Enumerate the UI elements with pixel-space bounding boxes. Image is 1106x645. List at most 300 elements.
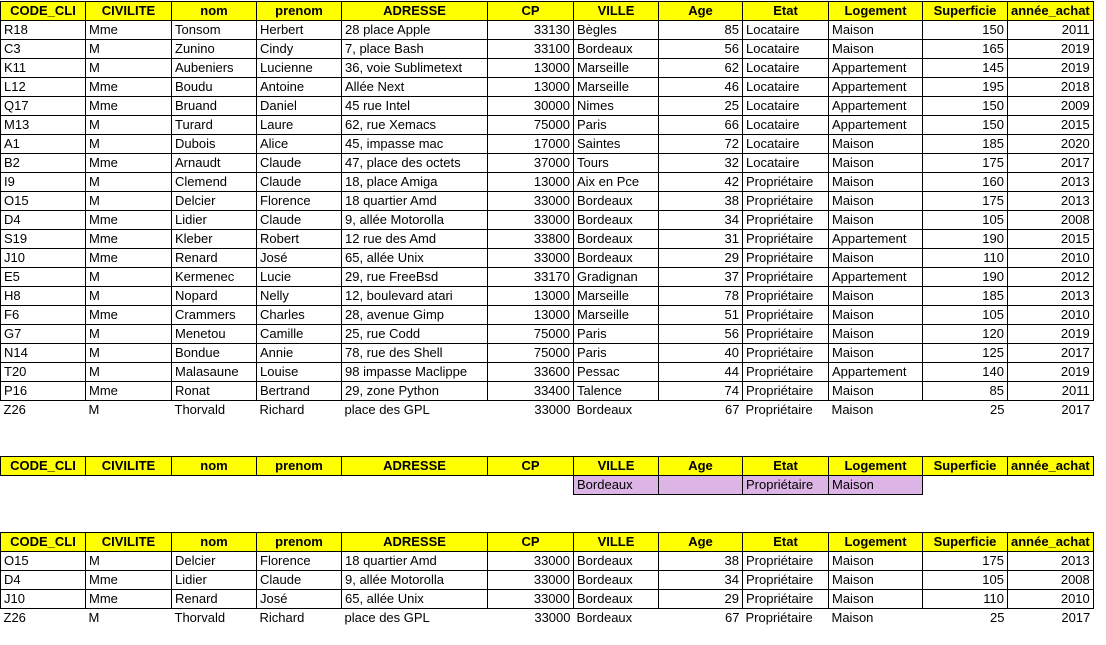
- data-cell[interactable]: K11: [1, 59, 86, 78]
- data-cell[interactable]: M: [88, 402, 100, 417]
- result-cell[interactable]: 175: [923, 552, 1008, 571]
- criteria-cell[interactable]: [1008, 476, 1094, 495]
- data-cell[interactable]: Bondue: [172, 344, 257, 363]
- data-cell[interactable]: 105: [923, 211, 1008, 230]
- result-cell[interactable]: D4: [1, 571, 86, 590]
- data-header-cell[interactable]: CODE_CLI: [1, 2, 86, 21]
- data-cell[interactable]: 13000: [488, 59, 574, 78]
- data-cell[interactable]: F6: [1, 306, 86, 325]
- data-cell[interactable]: Bègles: [574, 21, 659, 40]
- data-cell[interactable]: 45, impasse mac: [342, 135, 488, 154]
- data-cell[interactable]: Kleber: [172, 230, 257, 249]
- data-cell[interactable]: Propriétaire: [743, 173, 829, 192]
- result-cell[interactable]: Z26: [3, 610, 26, 625]
- data-cell[interactable]: Locataire: [743, 21, 829, 40]
- data-cell[interactable]: Mme: [86, 78, 172, 97]
- result-header-cell[interactable]: prenom: [257, 533, 342, 552]
- result-cell[interactable]: Maison: [829, 590, 923, 609]
- data-cell[interactable]: 2013: [1008, 192, 1094, 211]
- data-cell[interactable]: Propriétaire: [743, 287, 829, 306]
- data-cell[interactable]: 30000: [488, 97, 574, 116]
- data-cell[interactable]: D4: [1, 211, 86, 230]
- data-cell[interactable]: 175: [923, 192, 1008, 211]
- result-cell[interactable]: José: [257, 590, 342, 609]
- data-cell[interactable]: Mme: [86, 211, 172, 230]
- data-cell[interactable]: Mme: [86, 249, 172, 268]
- data-cell[interactable]: 66: [659, 116, 743, 135]
- data-cell[interactable]: Daniel: [257, 97, 342, 116]
- data-cell[interactable]: Tonsom: [172, 21, 257, 40]
- data-cell[interactable]: 34: [659, 211, 743, 230]
- data-cell[interactable]: Mme: [86, 21, 172, 40]
- data-cell[interactable]: 150: [923, 21, 1008, 40]
- data-cell[interactable]: Q17: [1, 97, 86, 116]
- data-cell[interactable]: Aix en Pce: [574, 173, 659, 192]
- data-header-cell[interactable]: Etat: [743, 2, 829, 21]
- result-cell[interactable]: 33000: [488, 552, 574, 571]
- data-cell[interactable]: 190: [923, 230, 1008, 249]
- data-cell[interactable]: R18: [1, 21, 86, 40]
- data-cell[interactable]: Maison: [829, 287, 923, 306]
- data-cell[interactable]: Z26: [3, 402, 26, 417]
- data-cell[interactable]: 62: [659, 59, 743, 78]
- data-cell[interactable]: H8: [1, 287, 86, 306]
- result-header-cell[interactable]: Etat: [743, 533, 829, 552]
- result-cell[interactable]: Maison: [829, 571, 923, 590]
- result-cell[interactable]: 33000: [488, 590, 574, 609]
- result-cell[interactable]: Richard: [259, 610, 305, 625]
- data-cell[interactable]: M: [86, 287, 172, 306]
- result-cell[interactable]: Claude: [257, 571, 342, 590]
- data-cell[interactable]: 2020: [1008, 135, 1094, 154]
- data-cell[interactable]: Bertrand: [257, 382, 342, 401]
- data-cell[interactable]: Appartement: [829, 363, 923, 382]
- result-cell[interactable]: 2010: [1008, 590, 1094, 609]
- data-cell[interactable]: 165: [923, 40, 1008, 59]
- data-cell[interactable]: 32: [659, 154, 743, 173]
- data-cell[interactable]: 2013: [1008, 287, 1094, 306]
- result-cell[interactable]: 67: [725, 610, 740, 625]
- result-cell[interactable]: 2008: [1008, 571, 1094, 590]
- data-cell[interactable]: 85: [659, 21, 743, 40]
- criteria-header-cell[interactable]: année_achat: [1008, 457, 1094, 476]
- data-cell[interactable]: Propriétaire: [743, 230, 829, 249]
- data-cell[interactable]: Appartement: [829, 230, 923, 249]
- data-cell[interactable]: Thorvald: [174, 402, 226, 417]
- data-cell[interactable]: Ronat: [172, 382, 257, 401]
- data-cell[interactable]: Cindy: [257, 40, 342, 59]
- data-cell[interactable]: M: [86, 135, 172, 154]
- data-cell[interactable]: 185: [923, 287, 1008, 306]
- data-cell[interactable]: Marseille: [574, 78, 659, 97]
- result-cell[interactable]: Bordeaux: [576, 610, 633, 625]
- data-cell[interactable]: Appartement: [829, 78, 923, 97]
- data-cell[interactable]: 33130: [488, 21, 574, 40]
- data-cell[interactable]: Clemend: [172, 173, 257, 192]
- data-cell[interactable]: Locataire: [743, 40, 829, 59]
- result-header-cell[interactable]: CP: [488, 533, 574, 552]
- result-header-cell[interactable]: CIVILITE: [86, 533, 172, 552]
- data-cell[interactable]: 175: [923, 154, 1008, 173]
- data-cell[interactable]: 33000: [488, 192, 574, 211]
- result-header-cell[interactable]: Age: [659, 533, 743, 552]
- data-cell[interactable]: 37000: [488, 154, 574, 173]
- data-cell[interactable]: 12 rue des Amd: [342, 230, 488, 249]
- data-cell[interactable]: 2008: [1008, 211, 1094, 230]
- result-cell[interactable]: 65, allée Unix: [342, 590, 488, 609]
- data-cell[interactable]: 2010: [1008, 249, 1094, 268]
- data-cell[interactable]: Maison: [829, 249, 923, 268]
- data-header-cell[interactable]: nom: [172, 2, 257, 21]
- result-cell[interactable]: Maison: [831, 610, 874, 625]
- data-cell[interactable]: 2019: [1008, 40, 1094, 59]
- data-cell[interactable]: Propriétaire: [745, 402, 813, 417]
- result-cell[interactable]: 9, allée Motorolla: [342, 571, 488, 590]
- result-cell[interactable]: Bordeaux: [574, 590, 659, 609]
- data-cell[interactable]: 190: [923, 268, 1008, 287]
- data-cell[interactable]: M: [86, 344, 172, 363]
- data-cell[interactable]: Locataire: [743, 78, 829, 97]
- data-cell[interactable]: 28 place Apple: [342, 21, 488, 40]
- data-cell[interactable]: 9, allée Motorolla: [342, 211, 488, 230]
- data-cell[interactable]: M: [86, 192, 172, 211]
- criteria-header-cell[interactable]: Age: [659, 457, 743, 476]
- data-cell[interactable]: Allée Next: [342, 78, 488, 97]
- data-cell[interactable]: Aubeniers: [172, 59, 257, 78]
- result-cell[interactable]: Mme: [86, 590, 172, 609]
- data-cell[interactable]: 2018: [1008, 78, 1094, 97]
- data-cell[interactable]: 85: [923, 382, 1008, 401]
- data-cell[interactable]: José: [257, 249, 342, 268]
- data-cell[interactable]: Talence: [574, 382, 659, 401]
- data-header-cell[interactable]: CIVILITE: [86, 2, 172, 21]
- data-cell[interactable]: T20: [1, 363, 86, 382]
- data-cell[interactable]: 29, rue FreeBsd: [342, 268, 488, 287]
- data-cell[interactable]: Propriétaire: [743, 268, 829, 287]
- criteria-cell[interactable]: Propriétaire: [743, 476, 829, 495]
- data-cell[interactable]: 110: [923, 249, 1008, 268]
- data-cell[interactable]: Nopard: [172, 287, 257, 306]
- data-cell[interactable]: Delcier: [172, 192, 257, 211]
- data-cell[interactable]: 7, place Bash: [342, 40, 488, 59]
- data-cell[interactable]: Lucie: [257, 268, 342, 287]
- result-header-cell[interactable]: Logement: [829, 533, 923, 552]
- data-cell[interactable]: Marseille: [574, 59, 659, 78]
- data-cell[interactable]: place des GPL: [344, 402, 430, 417]
- result-cell[interactable]: Delcier: [172, 552, 257, 571]
- data-cell[interactable]: Maison: [829, 325, 923, 344]
- data-cell[interactable]: P16: [1, 382, 86, 401]
- result-cell[interactable]: M: [88, 610, 100, 625]
- data-header-cell[interactable]: prenom: [257, 2, 342, 21]
- data-cell[interactable]: Maison: [829, 154, 923, 173]
- data-cell[interactable]: O15: [1, 192, 86, 211]
- data-cell[interactable]: 42: [659, 173, 743, 192]
- result-cell[interactable]: Bordeaux: [574, 552, 659, 571]
- data-cell[interactable]: Kermenec: [172, 268, 257, 287]
- data-cell[interactable]: M: [86, 173, 172, 192]
- criteria-header-cell[interactable]: CP: [488, 457, 574, 476]
- data-cell[interactable]: Lucienne: [257, 59, 342, 78]
- criteria-header-cell[interactable]: Logement: [829, 457, 923, 476]
- data-cell[interactable]: M: [86, 268, 172, 287]
- criteria-header-cell[interactable]: ADRESSE: [342, 457, 488, 476]
- data-cell[interactable]: Paris: [574, 116, 659, 135]
- result-header-cell[interactable]: VILLE: [574, 533, 659, 552]
- criteria-cell[interactable]: [488, 476, 574, 495]
- data-cell[interactable]: Maison: [829, 211, 923, 230]
- result-cell[interactable]: J10: [1, 590, 86, 609]
- data-cell[interactable]: 25: [990, 402, 1005, 417]
- result-cell[interactable]: O15: [1, 552, 86, 571]
- data-cell[interactable]: 150: [923, 116, 1008, 135]
- data-cell[interactable]: 2011: [1008, 382, 1094, 401]
- data-header-cell[interactable]: Age: [659, 2, 743, 21]
- data-cell[interactable]: 25: [659, 97, 743, 116]
- data-cell[interactable]: 2017: [1008, 154, 1094, 173]
- data-cell[interactable]: 160: [923, 173, 1008, 192]
- data-cell[interactable]: 2013: [1008, 173, 1094, 192]
- result-cell[interactable]: 25: [990, 610, 1005, 625]
- data-cell[interactable]: 33000: [488, 211, 574, 230]
- data-cell[interactable]: 13000: [488, 287, 574, 306]
- data-cell[interactable]: Boudu: [172, 78, 257, 97]
- criteria-header-cell[interactable]: VILLE: [574, 457, 659, 476]
- result-cell[interactable]: M: [86, 552, 172, 571]
- data-cell[interactable]: 125: [923, 344, 1008, 363]
- data-cell[interactable]: 2015: [1008, 230, 1094, 249]
- data-cell[interactable]: Herbert: [257, 21, 342, 40]
- data-cell[interactable]: 78: [659, 287, 743, 306]
- criteria-header-cell[interactable]: Superficie: [923, 457, 1008, 476]
- data-cell[interactable]: S19: [1, 230, 86, 249]
- data-cell[interactable]: Propriétaire: [743, 325, 829, 344]
- data-header-cell[interactable]: ADRESSE: [342, 2, 488, 21]
- data-cell[interactable]: 56: [659, 40, 743, 59]
- data-cell[interactable]: 33100: [488, 40, 574, 59]
- data-cell[interactable]: Claude: [257, 211, 342, 230]
- data-cell[interactable]: Mme: [86, 230, 172, 249]
- data-cell[interactable]: 75000: [488, 325, 574, 344]
- criteria-cell[interactable]: Bordeaux: [574, 476, 659, 495]
- data-cell[interactable]: 98 impasse Maclippe: [342, 363, 488, 382]
- data-cell[interactable]: Locataire: [743, 116, 829, 135]
- criteria-cell[interactable]: [172, 476, 257, 495]
- data-cell[interactable]: Maison: [829, 21, 923, 40]
- data-cell[interactable]: G7: [1, 325, 86, 344]
- data-cell[interactable]: Camille: [257, 325, 342, 344]
- data-cell[interactable]: 72: [659, 135, 743, 154]
- data-cell[interactable]: M: [86, 59, 172, 78]
- data-cell[interactable]: Maison: [829, 306, 923, 325]
- data-cell[interactable]: C3: [1, 40, 86, 59]
- data-cell[interactable]: Locataire: [743, 59, 829, 78]
- data-cell[interactable]: 45 rue Intel: [342, 97, 488, 116]
- result-header-cell[interactable]: nom: [172, 533, 257, 552]
- data-cell[interactable]: M: [86, 325, 172, 344]
- data-cell[interactable]: 17000: [488, 135, 574, 154]
- data-cell[interactable]: 120: [923, 325, 1008, 344]
- data-cell[interactable]: 25, rue Codd: [342, 325, 488, 344]
- data-cell[interactable]: Crammers: [172, 306, 257, 325]
- data-cell[interactable]: B2: [1, 154, 86, 173]
- data-cell[interactable]: Renard: [172, 249, 257, 268]
- data-cell[interactable]: 2012: [1008, 268, 1094, 287]
- data-cell[interactable]: 145: [923, 59, 1008, 78]
- result-cell[interactable]: Mme: [86, 571, 172, 590]
- data-cell[interactable]: 13000: [488, 173, 574, 192]
- criteria-header-cell[interactable]: CODE_CLI: [1, 457, 86, 476]
- data-cell[interactable]: 46: [659, 78, 743, 97]
- data-cell[interactable]: M13: [1, 116, 86, 135]
- data-cell[interactable]: 185: [923, 135, 1008, 154]
- data-cell[interactable]: 2017: [1061, 402, 1091, 417]
- data-cell[interactable]: 33600: [488, 363, 574, 382]
- data-cell[interactable]: Propriétaire: [743, 192, 829, 211]
- data-cell[interactable]: Marseille: [574, 287, 659, 306]
- result-cell[interactable]: 34: [659, 571, 743, 590]
- data-cell[interactable]: 29, zone Python: [342, 382, 488, 401]
- result-cell[interactable]: 105: [923, 571, 1008, 590]
- data-header-cell[interactable]: CP: [488, 2, 574, 21]
- data-cell[interactable]: Gradignan: [574, 268, 659, 287]
- data-cell[interactable]: Bordeaux: [574, 249, 659, 268]
- criteria-cell[interactable]: [659, 476, 743, 495]
- result-cell[interactable]: Renard: [172, 590, 257, 609]
- data-cell[interactable]: Pessac: [574, 363, 659, 382]
- data-cell[interactable]: 195: [923, 78, 1008, 97]
- data-cell[interactable]: Bordeaux: [574, 192, 659, 211]
- data-cell[interactable]: Claude: [257, 173, 342, 192]
- data-cell[interactable]: Dubois: [172, 135, 257, 154]
- data-cell[interactable]: 37: [659, 268, 743, 287]
- result-cell[interactable]: 2017: [1061, 610, 1091, 625]
- data-cell[interactable]: 56: [659, 325, 743, 344]
- data-cell[interactable]: Zunino: [172, 40, 257, 59]
- data-cell[interactable]: Florence: [257, 192, 342, 211]
- data-cell[interactable]: 2011: [1008, 21, 1094, 40]
- criteria-cell[interactable]: [923, 476, 1008, 495]
- criteria-header-cell[interactable]: Etat: [743, 457, 829, 476]
- data-cell[interactable]: Propriétaire: [743, 249, 829, 268]
- data-cell[interactable]: Bordeaux: [574, 230, 659, 249]
- data-cell[interactable]: Alice: [257, 135, 342, 154]
- data-cell[interactable]: 44: [659, 363, 743, 382]
- data-cell[interactable]: 2010: [1008, 306, 1094, 325]
- data-cell[interactable]: Menetou: [172, 325, 257, 344]
- data-cell[interactable]: Propriétaire: [743, 211, 829, 230]
- data-cell[interactable]: 75000: [488, 116, 574, 135]
- data-cell[interactable]: A1: [1, 135, 86, 154]
- data-cell[interactable]: Bruand: [172, 97, 257, 116]
- data-cell[interactable]: Propriétaire: [743, 363, 829, 382]
- data-cell[interactable]: Charles: [257, 306, 342, 325]
- data-cell[interactable]: Appartement: [829, 268, 923, 287]
- result-cell[interactable]: Maison: [829, 552, 923, 571]
- data-cell[interactable]: Annie: [257, 344, 342, 363]
- data-cell[interactable]: N14: [1, 344, 86, 363]
- data-cell[interactable]: Maison: [829, 344, 923, 363]
- data-cell[interactable]: 62, rue Xemacs: [342, 116, 488, 135]
- data-cell[interactable]: Maison: [829, 192, 923, 211]
- data-cell[interactable]: Locataire: [743, 97, 829, 116]
- criteria-cell[interactable]: Maison: [829, 476, 923, 495]
- data-cell[interactable]: Maison: [829, 135, 923, 154]
- data-cell[interactable]: 13000: [488, 78, 574, 97]
- data-cell[interactable]: Maison: [829, 40, 923, 59]
- result-header-cell[interactable]: année_achat: [1008, 533, 1094, 552]
- data-cell[interactable]: 33800: [488, 230, 574, 249]
- data-cell[interactable]: Bordeaux: [574, 211, 659, 230]
- data-cell[interactable]: 150: [923, 97, 1008, 116]
- data-cell[interactable]: Propriétaire: [743, 344, 829, 363]
- data-cell[interactable]: Maison: [829, 173, 923, 192]
- data-cell[interactable]: 2019: [1008, 325, 1094, 344]
- result-cell[interactable]: Florence: [257, 552, 342, 571]
- result-cell[interactable]: 33000: [534, 610, 571, 625]
- data-cell[interactable]: L12: [1, 78, 86, 97]
- criteria-cell[interactable]: [342, 476, 488, 495]
- result-cell[interactable]: Propriétaire: [743, 552, 829, 571]
- data-cell[interactable]: 75000: [488, 344, 574, 363]
- result-cell[interactable]: Thorvald: [174, 610, 226, 625]
- data-cell[interactable]: 74: [659, 382, 743, 401]
- criteria-header-cell[interactable]: prenom: [257, 457, 342, 476]
- result-header-cell[interactable]: ADRESSE: [342, 533, 488, 552]
- data-cell[interactable]: Antoine: [257, 78, 342, 97]
- result-cell[interactable]: 2013: [1008, 552, 1094, 571]
- data-header-cell[interactable]: Logement: [829, 2, 923, 21]
- data-cell[interactable]: Mme: [86, 97, 172, 116]
- data-cell[interactable]: 2019: [1008, 363, 1094, 382]
- data-cell[interactable]: 36, voie Sublimetext: [342, 59, 488, 78]
- data-cell[interactable]: Mme: [86, 306, 172, 325]
- data-cell[interactable]: 2019: [1008, 59, 1094, 78]
- data-cell[interactable]: Appartement: [829, 59, 923, 78]
- data-cell[interactable]: Bordeaux: [576, 402, 633, 417]
- data-cell[interactable]: 105: [923, 306, 1008, 325]
- data-cell[interactable]: Arnaudt: [172, 154, 257, 173]
- data-cell[interactable]: 28, avenue Gimp: [342, 306, 488, 325]
- data-cell[interactable]: 40: [659, 344, 743, 363]
- result-cell[interactable]: 18 quartier Amd: [342, 552, 488, 571]
- data-cell[interactable]: M: [86, 116, 172, 135]
- data-cell[interactable]: Nimes: [574, 97, 659, 116]
- data-header-cell[interactable]: Superficie: [923, 2, 1008, 21]
- data-cell[interactable]: Maison: [829, 382, 923, 401]
- criteria-cell[interactable]: [257, 476, 342, 495]
- data-cell[interactable]: E5: [1, 268, 86, 287]
- data-cell[interactable]: Appartement: [829, 97, 923, 116]
- result-cell[interactable]: 33000: [488, 571, 574, 590]
- data-cell[interactable]: 47, place des octets: [342, 154, 488, 173]
- data-cell[interactable]: 2015: [1008, 116, 1094, 135]
- data-cell[interactable]: 12, boulevard atari: [342, 287, 488, 306]
- data-cell[interactable]: Robert: [257, 230, 342, 249]
- data-cell[interactable]: Malasaune: [172, 363, 257, 382]
- data-cell[interactable]: 2009: [1008, 97, 1094, 116]
- data-cell[interactable]: 18 quartier Amd: [342, 192, 488, 211]
- result-cell[interactable]: Propriétaire: [745, 610, 813, 625]
- data-cell[interactable]: 33170: [488, 268, 574, 287]
- result-cell[interactable]: Propriétaire: [743, 571, 829, 590]
- data-cell[interactable]: Locataire: [743, 135, 829, 154]
- data-cell[interactable]: 29: [659, 249, 743, 268]
- data-cell[interactable]: M: [86, 363, 172, 382]
- data-cell[interactable]: Saintes: [574, 135, 659, 154]
- data-cell[interactable]: 31: [659, 230, 743, 249]
- data-cell[interactable]: 140: [923, 363, 1008, 382]
